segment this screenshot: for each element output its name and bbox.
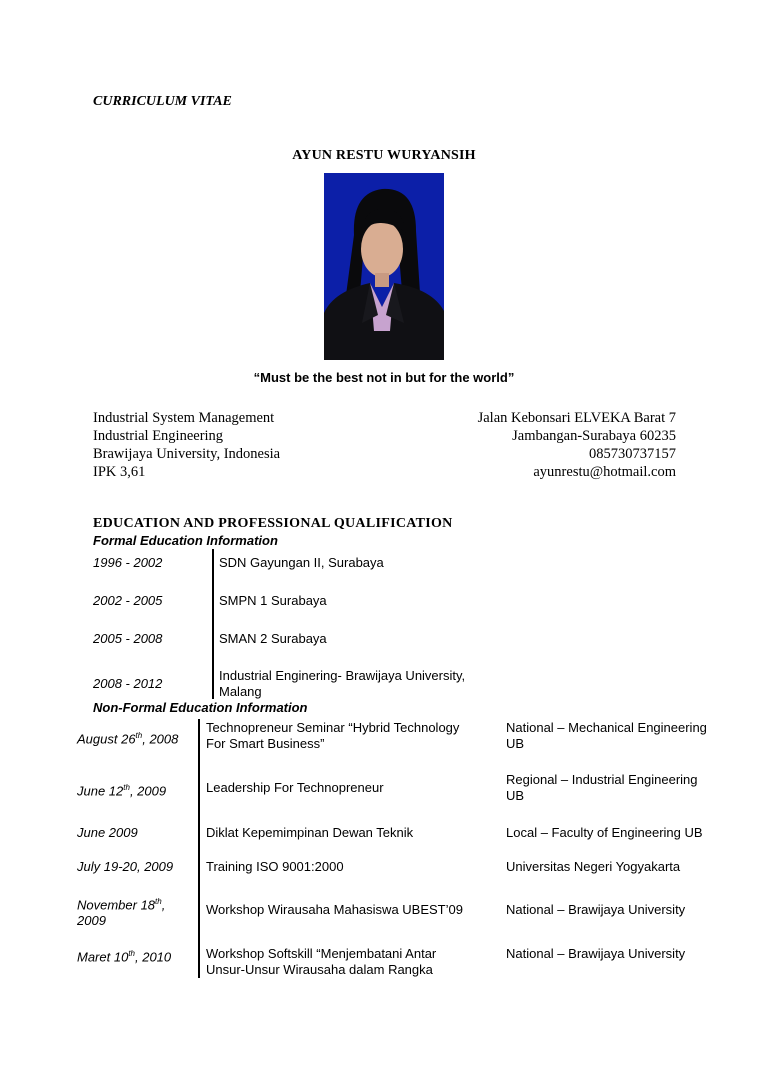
major-text: Industrial System Management <box>93 410 275 426</box>
email-address: ayunrestu@hotmail.com <box>533 464 676 480</box>
nonformal-education-divider <box>198 719 200 978</box>
formal-education-subheading: Formal Education Information <box>93 533 278 548</box>
contact-info <box>478 409 676 481</box>
address-line-1: Jalan Kebonsari ELVEKA Barat 7 <box>477 410 676 426</box>
department-text: Industrial Engineering <box>93 428 224 444</box>
address-line-2: Jambangan-Surabaya 60235 <box>512 428 676 444</box>
nonformal-event: Workshop Softskill “Menjembatani Antar Unsur-Unsur Wirausaha dalam Rangka <box>206 946 437 977</box>
nonformal-scope: Local – Faculty of Engineering UB <box>506 825 703 840</box>
nonformal-scope: National – Mechanical Engineering UB <box>506 720 707 751</box>
nonformal-date: November 18th, 2009 <box>77 897 166 929</box>
academic-info <box>93 409 280 481</box>
formal-school: SDN Gayungan II, Surabaya <box>219 555 384 570</box>
formal-years: 2002 - 2005 <box>93 593 163 608</box>
document-title: CURRICULUM VITAE <box>93 94 232 109</box>
nonformal-event: Training ISO 9001:2000 <box>206 859 344 874</box>
profile-photo <box>324 173 444 360</box>
nonformal-date: Maret 10th, 2010 <box>77 949 172 965</box>
formal-school: SMPN 1 Surabaya <box>219 593 327 608</box>
formal-years: 1996 - 2002 <box>93 555 163 570</box>
nonformal-scope: Universitas Negeri Yogyakarta <box>506 859 681 874</box>
university-text: Brawijaya University, Indonesia <box>93 446 281 462</box>
nonformal-scope: National – Brawijaya University <box>506 902 686 917</box>
nonformal-date: June 12th, 2009 <box>77 783 167 799</box>
nonformal-date: July 19-20, 2009 <box>77 859 174 874</box>
formal-years: 2008 - 2012 <box>93 676 163 691</box>
nonformal-event: Diklat Kepemimpinan Dewan Teknik <box>206 825 414 840</box>
formal-years: 2005 - 2008 <box>93 631 163 646</box>
phone-number: 085730737157 <box>589 446 676 462</box>
nonformal-date: August 26th, 2008 <box>77 731 179 747</box>
motto: “Must be the best not in but for the world” <box>253 370 515 385</box>
section-heading-education: EDUCATION AND PROFESSIONAL QUALIFICATION <box>93 516 453 531</box>
candidate-name: AYUN RESTU WURYANSIH <box>292 148 476 163</box>
formal-education-divider <box>212 549 214 699</box>
formal-school: SMAN 2 Surabaya <box>219 631 327 646</box>
formal-school: Industrial Enginering- Brawijaya University, Malang <box>219 668 466 699</box>
nonformal-scope: National – Brawijaya University <box>506 946 686 961</box>
portrait-image <box>324 173 444 360</box>
nonformal-scope: Regional – Industrial Engineering UB <box>506 772 698 803</box>
nonformal-event: Technopreneur Seminar “Hybrid Technology For Smart Business” <box>206 720 460 751</box>
nonformal-event: Leadership For Technopreneur <box>206 780 384 795</box>
nonformal-education-subheading: Non-Formal Education Information <box>93 700 308 715</box>
gpa-text: IPK 3,61 <box>93 464 146 480</box>
nonformal-date: June 2009 <box>77 825 138 840</box>
nonformal-event: Workshop Wirausaha Mahasiswa UBEST’09 <box>206 902 463 917</box>
